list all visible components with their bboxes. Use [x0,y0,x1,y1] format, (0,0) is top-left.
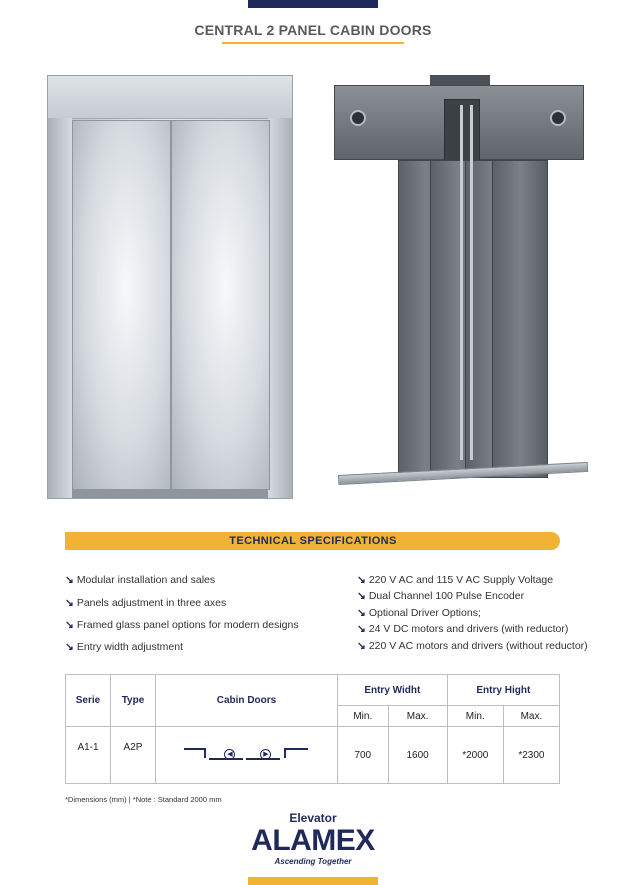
arrow-icon: ↘ [357,590,366,602]
sub-height-max: Max. [503,706,559,727]
arrow-icon: ↘ [357,623,366,635]
feature-right-3: ↘ Optional Driver Options; [357,607,481,619]
cell-width-max: 1600 [388,727,447,784]
logo-tagline: Ascending Together [274,857,352,866]
cell-type: A2P [111,719,156,776]
arrow-icon: ↘ [357,640,366,652]
spec-heading: TECHNICAL SPECIFICATIONS [229,535,397,547]
arrow-left-icon: ◀ [224,749,235,760]
mechanism-rod-right [470,105,473,460]
arrow-icon: ↘ [65,619,74,631]
header-type: Type [111,675,156,727]
pulley-left [350,110,366,126]
header-entry-width: Entry Widht [337,675,447,706]
logo-elevator-label: Elevator [289,811,337,825]
cell-width-min: 700 [337,727,388,784]
company-logo: ALAMEX [251,824,375,857]
sub-width-max: Max. [388,706,447,727]
footnote: *Dimensions (mm) | *Note : Standard 2000 mm [65,795,222,804]
sub-width-min: Min. [337,706,388,727]
mechanism-panel-4 [492,160,548,478]
header-serie: Serie [66,675,111,727]
door-jamb-right [268,118,292,498]
feature-right-1: ↘ 220 V AC and 115 V AC Supply Voltage [357,574,554,586]
door-header [48,76,292,119]
arrow-icon: ↘ [65,641,74,653]
door-sill [72,490,268,498]
feature-left-3: ↘ Framed glass panel options for modern designs [65,619,299,631]
header-cabin-doors: Cabin Doors [156,675,338,727]
feature-right-4: ↘ 24 V DC motors and drivers (with reductor) [357,623,569,635]
cabin-door-illustration [47,75,293,499]
feature-left-4: ↘ Entry width adjustment [65,641,184,653]
top-accent-bar [248,0,378,8]
pulley-right [550,110,566,126]
feature-right-2: ↘ Dual Channel 100 Pulse Encoder [357,590,525,602]
cell-height-min: *2000 [447,727,503,784]
arrow-icon: ↘ [65,597,74,609]
arrow-icon: ↘ [357,607,366,619]
mechanism-rod-left [460,105,463,460]
cell-height-max: *2300 [503,727,559,784]
feature-right-5: ↘ 220 V AC motors and drivers (without reductor) [357,640,588,652]
feature-left-1: ↘ Modular installation and sales [65,574,216,586]
door-panel-left [72,120,171,490]
bottom-accent-bar [248,877,378,885]
arrow-icon: ↘ [65,574,74,586]
arrow-icon: ↘ [357,574,366,586]
header-entry-height: Entry Hight [447,675,559,706]
door-schematic-icon [176,740,316,770]
table-row [66,727,560,784]
page-title: CENTRAL 2 PANEL CABIN DOORS [194,22,432,38]
cell-serie: A1-1 [66,719,111,776]
spec-table [65,674,560,784]
title-underline [222,42,404,44]
sub-height-min: Min. [447,706,503,727]
door-jamb-left [48,118,72,498]
door-mechanism-illustration [320,75,600,500]
arrow-right-icon: ▶ [260,749,271,760]
feature-left-2: ↘ Panels adjustment in three axes [65,597,227,609]
cell-door-schematic [156,727,338,784]
door-panel-right [171,120,270,490]
